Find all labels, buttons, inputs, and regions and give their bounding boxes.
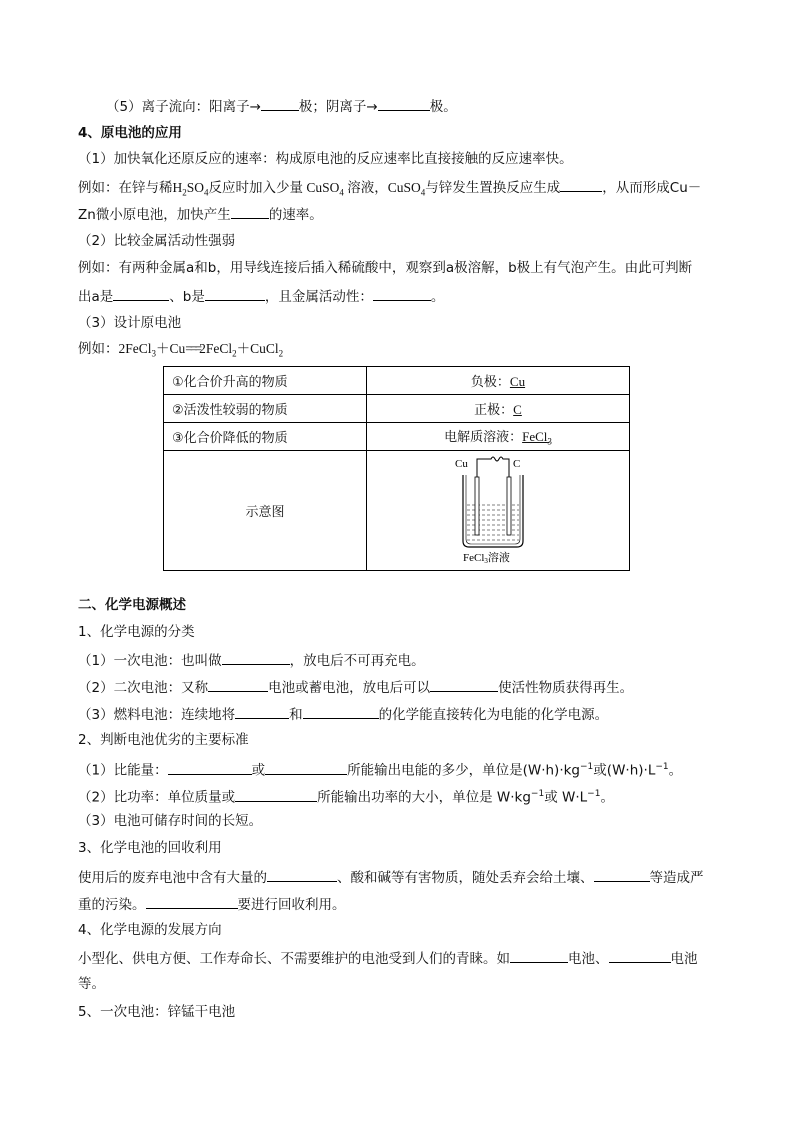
secondary-battery-line [78, 677, 633, 697]
beaker-inner [466, 475, 520, 544]
blank-cation-pole [261, 96, 299, 111]
blank-water [594, 867, 650, 882]
blank-gas [231, 204, 269, 219]
paragraph-design-cell: （3）设计原电池 [78, 315, 182, 331]
paragraph-speed-example-2 [78, 204, 323, 224]
text: 、酸和碱等有害物质，随处丢弃会给土壤、 [337, 870, 594, 886]
ion-flow-prefix: （5）离子流向：阳离子→ [106, 99, 261, 115]
specific-power-line: （2）比功率：单位质量或 所能输出功率的大小，单位是 $W\cdot kg^{-1}$或 $W\cdot L^{-1}$。 [78, 785, 614, 807]
blank-anion-pole [378, 96, 430, 111]
formula-cuso4-2: CuSO$_4$ [387, 180, 426, 198]
text: 和 [289, 707, 303, 723]
text: ，放电后不可再充电。 [289, 653, 425, 669]
blank-secondary-name [208, 677, 268, 692]
text: 或 W·L [544, 789, 588, 806]
paragraph-compare-activity: （2）比较金属活动性强弱 [78, 233, 236, 249]
text: 使活性物质获得再生。 [498, 680, 634, 696]
text: ，且金属活动性： [264, 289, 373, 305]
paragraph-compare-example-1: 例如：有两种金属a和b，用导线连接后插入稀硫酸中，观察到a极溶解，b极上有气泡产生。由此可判断 [78, 260, 693, 276]
table-row [164, 423, 630, 451]
text: 要进行回收利用。 [237, 897, 346, 913]
table-cell [367, 451, 630, 571]
wire [477, 457, 509, 477]
table-row [164, 451, 630, 571]
blank-waste-batteries [146, 894, 238, 909]
table-row [164, 395, 630, 423]
blank-unit-volume-2 [235, 787, 317, 802]
text: FeCl$_3$ [522, 429, 552, 447]
table-cell [367, 367, 630, 395]
text: 重的污染。 [78, 897, 146, 913]
table-cell: ②活泼性较弱的物质 [164, 395, 367, 423]
blank-unit-volume [265, 760, 347, 775]
sub-heading-criteria: 2、判断电池优劣的主要标准 [78, 732, 249, 748]
text: 电池、 [568, 951, 609, 967]
primary-battery-line [78, 650, 425, 670]
table-cell [367, 423, 630, 451]
text: （1）一次电池：也叫做 [78, 653, 222, 669]
blank-recharge [430, 677, 498, 692]
ion-flow-mid: 极；阴离子→ [298, 99, 378, 115]
text: （1）比能量： [78, 762, 168, 779]
cu-electrode [475, 477, 479, 535]
c-electrode [507, 477, 511, 535]
blank-unit-mass [168, 760, 252, 775]
text: 电池或蓄电池，放电后可以 [268, 680, 431, 696]
c-label: C [513, 457, 521, 470]
storage-time-line: （3）电池可储存时间的长短。 [78, 813, 263, 829]
text: 小型化、供电方便、工作寿命长、不需要维护的电池受到人们的青睐。如 [78, 951, 510, 967]
development-line-1 [78, 948, 698, 968]
section-heading-applications: 4、原电池的应用 [78, 125, 182, 141]
equation: 2FeCl$_3$＋Cu===2FeCl$_2$＋CuCl$_2$ [118, 341, 284, 359]
beaker [463, 475, 523, 547]
table-cell: 示意图 [164, 451, 367, 571]
text: Cu [509, 374, 526, 389]
specific-energy-line: （1）比能量： 或 所能输出电能的多少，单位是$(W\cdot h)\cdot kg^{-1}$或$(W\cdot h)\cdot L^{-1}$。 [78, 758, 682, 780]
text: 等造成严 [649, 870, 704, 886]
text: （2）二次电池：又称 [78, 680, 209, 696]
text: 使用后的废弃电池中含有大量的 [78, 870, 267, 886]
text: 电池 [670, 951, 698, 967]
recycling-line-2 [78, 894, 346, 914]
sub-heading-development: 4、化学电源的发展方向 [78, 922, 222, 938]
text: （2）比功率：单位质量或 [78, 789, 236, 806]
text: 与锌发生置换反应生成 [425, 180, 561, 196]
text: 所能输出电能的多少，单位是(W·h)·kg [347, 762, 581, 779]
text: 的速率。 [268, 207, 323, 223]
text: 例如： [78, 341, 119, 357]
blank-battery-type-2 [609, 948, 671, 963]
text: ，从而形成 [602, 180, 670, 196]
text: 。 [430, 289, 445, 305]
text: 例如：在锌与稀 [78, 180, 173, 196]
cell-design-table [163, 366, 630, 571]
text: 所能输出功率的大小，单位是 W·kg [317, 789, 531, 806]
text: 负极： [470, 375, 510, 390]
text: 溶液， [347, 180, 388, 196]
text: 出a是 [78, 289, 114, 305]
table-cell: ③化合价降低的物质 [164, 423, 367, 451]
paragraph-speed-up: （1）加快氧化还原反应的速率：构成原电池的反应速率比直接接触的反应速率快。 [78, 151, 573, 167]
text: 正极： [474, 403, 514, 418]
formula-h2so4: $H_2SO_4$ [172, 180, 209, 198]
table-row [164, 367, 630, 395]
sub-heading-primary-zinc-manganese: 5、一次电池：锌锰干电池 [78, 1004, 236, 1020]
paragraph-compare-example-2 [78, 286, 444, 306]
text: （3）燃料电池：连续地将 [78, 707, 236, 723]
formula-cuso4: CuSO$_4$ [306, 180, 344, 198]
text: 反应时加入少量 [208, 180, 304, 196]
blank-a-role [113, 286, 169, 301]
part2-heading: 二、化学电源概述 [78, 597, 186, 613]
recycling-line-1 [78, 867, 704, 887]
text: Cu－ [669, 180, 702, 196]
text: 、b是 [169, 289, 205, 305]
blank-oxidant [303, 704, 379, 719]
sub-heading-classification: 1、化学电源的分类 [78, 624, 195, 640]
text: 或(W·h)·L [593, 762, 656, 779]
text: 。 [600, 789, 614, 806]
text: C [513, 402, 522, 417]
paragraph-speed-example [78, 177, 701, 202]
text: 的化学能直接转化为电能的化学电源。 [378, 707, 609, 723]
solution-label: FeCl3溶液 [463, 551, 510, 565]
blank-product [560, 177, 602, 192]
blank-battery-type-1 [510, 948, 568, 963]
text: Zn [78, 207, 96, 223]
table-cell: ①化合价升高的物质 [164, 367, 367, 395]
blank-fuel [235, 704, 289, 719]
text: 电解质溶液： [444, 430, 523, 446]
development-line-2: 等。 [78, 976, 105, 992]
text: H [172, 180, 183, 195]
ion-flow-line [106, 96, 457, 116]
text: 微小原电池，加快产生 [95, 207, 231, 223]
cu-label: Cu [455, 457, 468, 470]
table-cell [367, 395, 630, 423]
ion-flow-end: 极。 [429, 99, 457, 115]
sub-heading-recycling: 3、化学电池的回收利用 [78, 840, 222, 856]
paragraph-design-example [78, 340, 283, 363]
text: 。 [668, 762, 683, 779]
blank-heavy-metals [267, 867, 337, 882]
blank-primary-name [222, 650, 290, 665]
text: CuSO [306, 180, 340, 195]
galvanic-cell-diagram [453, 453, 543, 565]
text: 或 [251, 762, 266, 779]
blank-b-role [205, 286, 265, 301]
fuel-cell-line [78, 704, 608, 724]
blank-activity [373, 286, 431, 301]
